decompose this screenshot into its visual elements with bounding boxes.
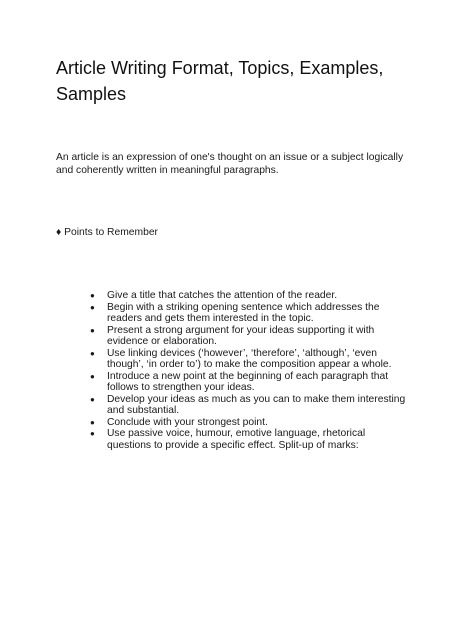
list-item [90,428,412,451]
list-item [90,371,412,394]
list-item [90,348,412,371]
list-item-text: Use passive voice, humour, emotive language, rhetorical questions to provide a specific effect. Split-up of marks: [107,428,366,451]
list-item [90,290,412,302]
list-item-text: Conclude with your strongest point. [107,416,268,428]
bullet-icon: ● [90,302,95,312]
list-item-text: Begin with a striking opening sentence which addresses the readers and gets them interested in the topic. [107,301,380,324]
intro-paragraph: An article is an expression of one's thought on an issue or a subject logically and coherently written in meaningful paragraphs. [56,152,404,176]
bullet-icon: ● [90,291,95,300]
list-item [90,302,412,325]
points-heading: ♦ Points to Remember [56,227,158,238]
list-item [90,394,412,417]
list-item [90,417,412,429]
bullet-icon: ● [90,348,95,358]
bullet-icon: ● [90,417,95,427]
points-list [90,290,412,451]
list-item-text: Develop your ideas as much as you can to make them interesting and substantial. [107,393,406,416]
list-item-text: Give a title that catches the attention of the reader. [107,290,338,301]
list-item-text: Use linking devices (‘however’, ‘therefore’, ‘although’, ‘even though’, ‘in order to’) to make the composition appear a whole. [107,347,392,370]
document-title: Article Writing Format, Topics, Examples, Samples [56,58,384,104]
bullet-icon: ● [90,371,95,381]
bullet-icon: ● [90,394,95,404]
list-item-text: Present a strong argument for your ideas supporting it with evidence or elaboration. [107,324,375,347]
bullet-icon: ● [90,429,95,438]
list-item [90,325,412,348]
bullet-icon: ● [90,325,95,335]
list-item-text: Introduce a new point at the beginning of each paragraph that follows to strengthen your ideas. [107,370,389,393]
